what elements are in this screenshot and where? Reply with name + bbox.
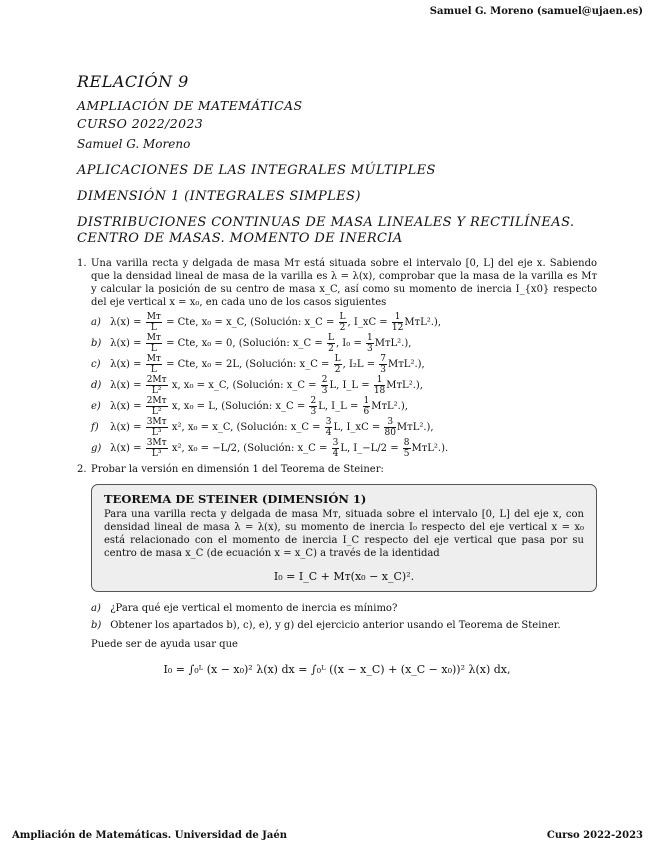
box-title: TEOREMA DE STEINER (DIMENSIÓN 1): [104, 492, 367, 506]
case-item: [91, 396, 597, 417]
center-mass-fraction: [334, 354, 342, 375]
inertia-fraction-denominator: 3: [380, 365, 387, 375]
density-fraction: [146, 354, 162, 375]
center-mass-fraction: [327, 333, 335, 354]
math-symbol: [323, 338, 326, 349]
density-fraction-numerator: Mᴛ: [146, 312, 161, 322]
steiner-theorem-box: [91, 484, 597, 592]
case-end: MᴛL².),: [404, 317, 441, 328]
center-mass-fraction-denominator: 4: [332, 449, 339, 459]
inertia-fraction-denominator: 6: [363, 407, 370, 417]
case-inertia-label: , I_xC =: [347, 317, 388, 328]
question-text: ¿Para qué eje vertical el momento de inercia es mínimo?: [110, 603, 398, 614]
math-symbol: λ(x) =: [107, 443, 145, 454]
case-condition: = Cte, x₀ = 0, (Solución: x_C =: [166, 338, 323, 349]
case-label: g): [91, 443, 102, 454]
case-inertia-label: L, I_L =: [329, 380, 370, 391]
case-label: c): [91, 359, 101, 370]
math-symbol: [380, 422, 383, 433]
center-mass-fraction-denominator: 4: [325, 428, 332, 438]
density-fraction-numerator: 3Mᴛ: [146, 417, 167, 427]
case-item: [91, 354, 597, 375]
center-mass-fraction: [339, 312, 347, 333]
inertia-fraction: [403, 438, 411, 459]
case-inertia-label: L, I_−L/2 =: [340, 443, 399, 454]
case-inertia-label: , I₀ =: [335, 338, 362, 349]
center-mass-fraction-denominator: 2: [339, 323, 346, 333]
exercise-text: Una varilla recta y delgada de masa Mᴛ está situada sobre el intervalo [0, L] del eje x. Sabiendo que la densidad lineal de masa de la varilla es λ = λ(x), comprobar que la masa de la varilla es Mᴛ y calcular la posición de su centro de masa x_C, así como su momento de inercia I_{x0} respecto del eje vertical x = x₀, en cada uno de los casos siguientes: [91, 258, 597, 308]
footer-left: Ampliación de Matemáticas. Universidad de Jaén: [12, 830, 288, 841]
density-fraction: [146, 417, 168, 438]
math-symbol: λ(x) =: [107, 359, 145, 370]
inertia-fraction-denominator: 18: [373, 386, 386, 396]
box-text: Para una varilla recta y delgada de masa Mᴛ, situada sobre el intervalo [0, L] del eje x, con densidad lineal de masa λ = λ(x), su momento de inercia I₀ respecto del eje vertical x = x₀ está relacionado con el momento de inercia I_C respecto del eje vertical que pasa por su centro de masa x_C (de ecuación x = x_C) a través de la identidad: [104, 509, 584, 559]
density-fraction-denominator: L: [150, 365, 157, 375]
case-end: MᴛL².),: [386, 380, 423, 391]
center-mass-fraction-numerator: 2: [310, 396, 317, 406]
case-label: f): [91, 422, 99, 433]
case-item: [91, 438, 597, 459]
density-fraction-denominator: L: [150, 344, 157, 354]
math-symbol: [317, 380, 320, 391]
inertia-fraction-denominator: 80: [384, 428, 396, 438]
case-item: [91, 417, 597, 438]
section-heading-2: DIMENSIÓN 1 (INTEGRALES SIMPLES): [77, 189, 361, 204]
question-a: [91, 600, 597, 617]
density-fraction-denominator: L²: [151, 386, 162, 396]
math-symbol: λ(x) =: [107, 317, 145, 328]
density-fraction-numerator: 2Mᴛ: [146, 375, 167, 385]
density-fraction-denominator: L³: [151, 428, 162, 438]
author-name: Samuel G. Moreno: [77, 137, 191, 151]
center-mass-fraction: [321, 375, 329, 396]
case-inertia-label: , I₂L =: [342, 359, 376, 370]
density-fraction-denominator: L: [150, 323, 157, 333]
density-fraction: [146, 333, 162, 354]
center-mass-fraction-denominator: 3: [321, 386, 328, 396]
math-symbol: [321, 422, 324, 433]
inertia-fraction-numerator: 8: [403, 438, 410, 448]
math-symbol: [327, 443, 330, 454]
section-heading-3-line1: DISTRIBUCIONES CONTINUAS DE MASA LINEALES Y RECTILÍNEAS.: [77, 215, 575, 230]
center-mass-fraction: [325, 417, 333, 438]
case-end: MᴛL².),: [374, 338, 412, 349]
case-condition: = Cte, x₀ = 2L, (Solución: x_C =: [166, 359, 330, 370]
math-symbol: [358, 401, 361, 412]
math-symbol: [375, 359, 378, 370]
inertia-fraction-numerator: 1: [363, 396, 370, 406]
math-symbol: [334, 317, 337, 328]
case-label: d): [91, 380, 102, 391]
hint-text: Puede ser de ayuda usar que: [91, 639, 238, 650]
center-mass-fraction-numerator: 3: [332, 438, 339, 448]
case-item: [91, 333, 597, 354]
subject-title: AMPLIACIÓN DE MATEMÁTICAS: [77, 98, 303, 113]
exercise-number: 1.: [77, 258, 87, 269]
case-label: b): [91, 338, 102, 349]
case-end: MᴛL².),: [388, 359, 425, 370]
density-fraction: [146, 438, 168, 459]
center-mass-fraction-numerator: L: [327, 333, 334, 343]
math-symbol: λ(x) =: [107, 422, 145, 433]
inertia-fraction: [363, 396, 371, 417]
density-fraction: [146, 312, 162, 333]
footer-right: Curso 2022-2023: [546, 830, 643, 841]
case-end: MᴛL².),: [396, 422, 434, 433]
inertia-fraction-numerator: 7: [380, 354, 387, 364]
header-author: Samuel G. Moreno (samuel@ujaen.es): [429, 6, 643, 17]
inertia-fraction-numerator: 3: [384, 417, 395, 428]
case-inertia-label: L, I_L =: [318, 401, 359, 412]
case-condition: = Cte, x₀ = x_C, (Solución: x_C =: [166, 317, 335, 328]
section-heading-3: [77, 215, 597, 247]
inertia-fraction: [366, 333, 374, 354]
case-item: [91, 375, 597, 396]
case-item: [91, 312, 597, 333]
density-fraction-denominator: L³: [151, 449, 162, 459]
center-mass-fraction-denominator: 2: [328, 344, 334, 354]
math-symbol: [399, 443, 402, 454]
section-heading-3-line2: CENTRO DE MASAS. MOMENTO DE INERCIA: [77, 231, 403, 246]
inertia-fraction: [374, 375, 385, 396]
course-title: CURSO 2022/2023: [77, 116, 204, 131]
case-end: MᴛL².).: [411, 443, 449, 454]
density-fraction-numerator: Mᴛ: [146, 354, 161, 364]
density-fraction-denominator: L²: [151, 407, 162, 417]
case-label: e): [91, 401, 101, 412]
question-label: b): [91, 620, 102, 631]
question-text: Obtener los apartados b), c), e), y g) del ejercicio anterior usando el Teorema de Steiner.: [110, 620, 561, 631]
inertia-fraction: [384, 417, 395, 438]
math-symbol: λ(x) =: [107, 338, 145, 349]
case-condition: x², x₀ = −L/2, (Solución: x_C =: [171, 443, 328, 454]
exercise-2: [77, 463, 597, 676]
exercise-number: 2.: [77, 464, 87, 475]
inertia-fraction: [379, 354, 387, 375]
exercise-1: [77, 257, 597, 459]
math-symbol: [305, 401, 308, 412]
inertia-fraction-numerator: 1: [367, 333, 373, 343]
inertia-fraction: [392, 312, 403, 333]
math-symbol: [388, 317, 391, 328]
math-symbol: λ(x) =: [107, 401, 145, 412]
inertia-fraction-denominator: 5: [403, 449, 410, 459]
box-formula: I₀ = I_C + Mᴛ(x₀ − x_C)².: [273, 570, 415, 583]
density-fraction: [146, 375, 168, 396]
center-mass-fraction-denominator: 2: [334, 365, 341, 375]
document-body: [77, 72, 597, 676]
center-mass-fraction-numerator: 3: [325, 417, 332, 427]
math-symbol: [370, 380, 373, 391]
case-list: [91, 312, 597, 459]
math-symbol: [362, 338, 365, 349]
density-fraction-numerator: 3Mᴛ: [146, 438, 167, 448]
question-b: [91, 617, 597, 634]
center-mass-fraction: [332, 438, 340, 459]
inertia-fraction-numerator: 1: [374, 375, 385, 386]
hint-formula: I₀ = ∫₀ᴸ (x − x₀)² λ(x) dx = ∫₀ᴸ ((x − x_C) + (x_C − x₀))² λ(x) dx,: [163, 663, 511, 676]
case-end: MᴛL².),: [371, 401, 408, 412]
inertia-fraction-denominator: 3: [367, 344, 373, 354]
math-symbol: [329, 359, 332, 370]
case-inertia-label: L, I_xC =: [333, 422, 381, 433]
exercise-text: Probar la versión en dimensión 1 del Teorema de Steiner:: [91, 464, 384, 475]
center-mass-fraction-numerator: 2: [321, 375, 328, 385]
center-mass-fraction: [309, 396, 317, 417]
density-fraction-numerator: Mᴛ: [146, 333, 161, 343]
center-mass-fraction-numerator: L: [339, 312, 346, 322]
relacion-title: RELACIÓN 9: [77, 72, 189, 91]
case-condition: x, x₀ = L, (Solución: x_C =: [171, 401, 306, 412]
case-label: a): [91, 317, 101, 328]
center-mass-fraction-numerator: L: [334, 354, 341, 364]
inertia-fraction-denominator: 12: [391, 323, 404, 333]
math-symbol: λ(x) =: [107, 380, 145, 391]
density-fraction-numerator: 2Mᴛ: [146, 396, 167, 406]
case-condition: x, x₀ = x_C, (Solución: x_C =: [171, 380, 317, 391]
question-label: a): [91, 603, 101, 614]
inertia-fraction-numerator: 1: [392, 312, 403, 323]
center-mass-fraction-denominator: 3: [310, 407, 317, 417]
density-fraction: [146, 396, 168, 417]
case-condition: x², x₀ = x_C, (Solución: x_C =: [171, 422, 321, 433]
section-heading-1: APLICACIONES DE LAS INTEGRALES MÚLTIPLES: [77, 163, 436, 178]
